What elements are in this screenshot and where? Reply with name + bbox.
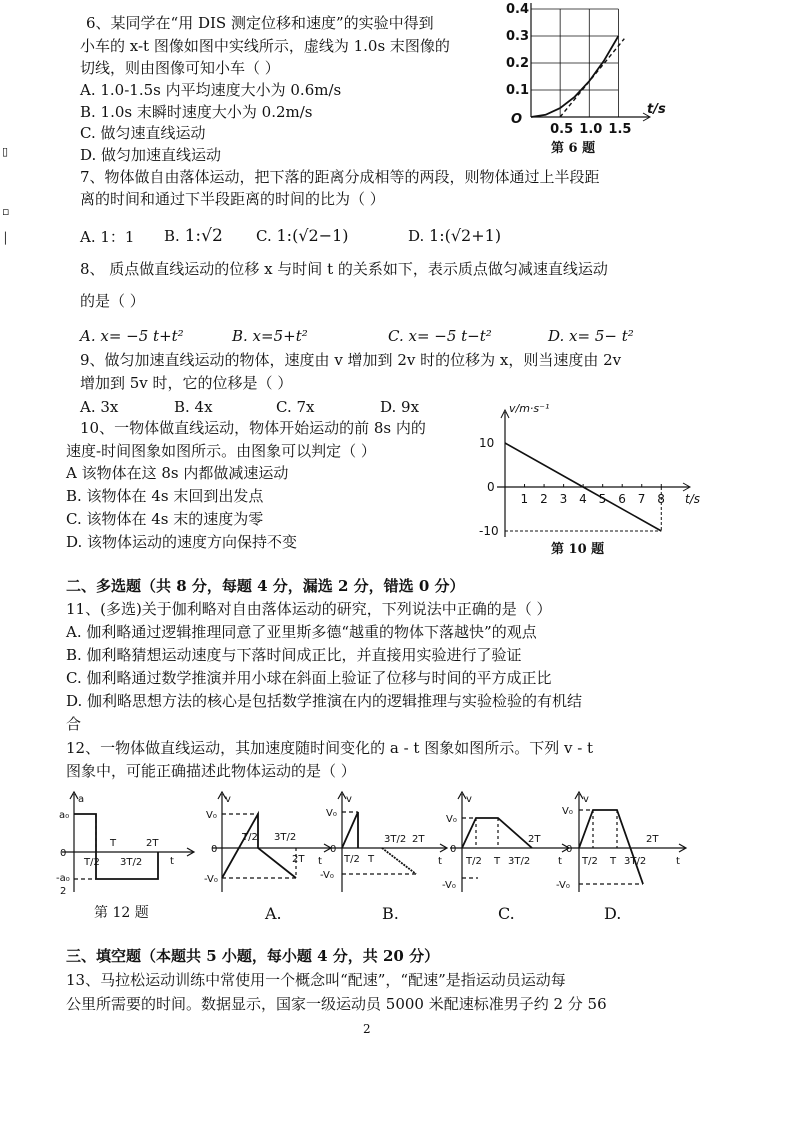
q7-line: 离的时间和通过下半段距离的时间的比为（ ） bbox=[80, 190, 385, 208]
scan-mark: │ bbox=[2, 232, 9, 245]
graph-label: T bbox=[368, 854, 375, 865]
q6-line: 小车的 x-t 图像如图中实线所示，虚线为 1.0s 末图像的 bbox=[80, 37, 450, 55]
series-line-xt bbox=[531, 36, 618, 117]
graph-label: T/2 bbox=[582, 856, 598, 867]
y-tick-label: 0.3 bbox=[506, 29, 530, 44]
figure-12-caption: 第 12 题 bbox=[94, 905, 149, 921]
graph-a bbox=[212, 792, 331, 892]
q10-line: 速度-时间图象如图所示。由图象可以判定（ ） bbox=[66, 442, 376, 460]
graph-label: T bbox=[610, 856, 617, 867]
page-number: 2 bbox=[363, 1022, 371, 1036]
graph-label: t bbox=[676, 856, 680, 867]
q9-option-b: B. 4x bbox=[174, 398, 213, 416]
graph-label: V₀ bbox=[446, 814, 457, 825]
graph-label: v bbox=[466, 794, 472, 805]
figure-12-graphs bbox=[48, 790, 698, 900]
graph-d bbox=[567, 792, 686, 892]
graph-label: 2 bbox=[60, 886, 67, 897]
graph-label: 2T bbox=[292, 854, 305, 865]
q11-option: A. 伽利略通过逻辑推理同意了亚里斯多德“越重的物体下落越快”的观点 bbox=[66, 623, 537, 641]
origin-label: O bbox=[511, 112, 523, 127]
x-tick-label: 8 bbox=[657, 492, 665, 506]
q7-option-text: 1：1 bbox=[100, 228, 135, 246]
graph-label: -V₀ bbox=[204, 874, 218, 885]
q6-option: D. 做匀加速直线运动 bbox=[80, 146, 222, 164]
q12-line: 图象中，可能正确描述此物体运动的是（ ） bbox=[66, 762, 356, 780]
x-tick-label: 0.5 bbox=[550, 122, 574, 137]
figure-10-chart bbox=[465, 400, 705, 545]
q11-option: 合 bbox=[66, 715, 82, 733]
q6-line: 6、某同学在“用 DIS 测定位移和速度”的实验中得到 bbox=[86, 14, 434, 32]
y-tick-label: -10 bbox=[479, 524, 499, 538]
x-tick-label: 1.5 bbox=[608, 122, 632, 137]
q6-line: 切线，则由图像可知小车（ ） bbox=[80, 59, 280, 77]
q10-option: C. 该物体在 4s 末的速度为零 bbox=[66, 510, 264, 528]
graph-label: t bbox=[558, 856, 562, 867]
x-tick-label: 3 bbox=[559, 492, 568, 506]
q9-option-d: D. 9x bbox=[380, 398, 420, 416]
q7-option-c bbox=[256, 226, 349, 245]
y-tick-label: 10 bbox=[479, 436, 495, 450]
series-line-tangent bbox=[560, 39, 624, 117]
graph-label: v bbox=[346, 794, 352, 805]
q13-line: 13、马拉松运动训练中常使用一个概念叫“配速”，“配速”是指运动员运动每 bbox=[66, 971, 566, 989]
graph-label: t bbox=[438, 856, 442, 867]
q9-option-a: A. 3x bbox=[80, 398, 119, 416]
q7-option-label: B. bbox=[164, 227, 180, 245]
q9-option-c: C. 7x bbox=[276, 398, 315, 416]
graph-b-caption: B. bbox=[382, 904, 399, 923]
graph-label: T/2 bbox=[242, 832, 258, 843]
q11-option: D. 伽利略思想方法的核心是包括数学推演在内的逻辑推理与实验检验的有机结 bbox=[66, 692, 583, 710]
q7-option-label: A. bbox=[80, 228, 96, 246]
q10-option: B. 该物体在 4s 末回到出发点 bbox=[66, 487, 264, 505]
q7-line: 7、物体做自由落体运动，把下落的距离分成相等的两段，则物体通过上半段距 bbox=[80, 168, 600, 186]
graph-label: 3T/2 bbox=[508, 856, 531, 867]
q7-option-d bbox=[408, 226, 501, 245]
x-tick-label: 1.0 bbox=[579, 122, 603, 137]
q10-option: A 该物体在这 8s 内都做减速运动 bbox=[66, 464, 289, 482]
graph-label: V₀ bbox=[562, 806, 573, 817]
graph-label: T/2 bbox=[84, 857, 100, 868]
q7-option-b bbox=[164, 226, 223, 246]
graph-c-caption: C. bbox=[498, 904, 515, 923]
graph-label: v bbox=[583, 794, 589, 805]
section-3-heading: 三、填空题（本题共 5 小题，每小题 4 分，共 20 分） bbox=[66, 947, 440, 965]
q11-option: B. 伽利略猜想运动速度与下落时间成正比，并直接用实验进行了验证 bbox=[66, 646, 522, 664]
x-tick-label: 7 bbox=[637, 492, 646, 506]
x-tick-label: 4 bbox=[579, 492, 587, 506]
q8-line: 的是（ ） bbox=[80, 292, 145, 310]
q8-option-c: C. x= −5 t−t² bbox=[388, 327, 492, 345]
graph-label: 0 bbox=[330, 844, 337, 855]
graph-label: 0 bbox=[211, 844, 218, 855]
graph-label: -V₀ bbox=[556, 880, 570, 891]
q10-line: 10、一物体做直线运动，物体开始运动的前 8s 内的 bbox=[80, 419, 426, 437]
y-tick-label: 0.2 bbox=[506, 56, 530, 71]
section-2-heading: 二、多选题（共 8 分，每题 4 分，漏选 2 分，错选 0 分） bbox=[66, 577, 465, 595]
graph-label: a₀ bbox=[59, 810, 70, 821]
graph-label: v bbox=[225, 794, 231, 805]
x-tick-label: 2 bbox=[540, 492, 548, 506]
graph-label: T bbox=[110, 838, 117, 849]
graph-label: -V₀ bbox=[442, 880, 456, 891]
q11-line: 11、(多选)关于伽利略对自由落体运动的研究，下列说法中正确的是（ ） bbox=[66, 600, 552, 618]
q12-line: 12、一物体做直线运动，其加速度随时间变化的 a - t 图象如图所示。下列 v - t bbox=[66, 739, 594, 757]
q6-option: A. 1.0-1.5s 内平均速度大小为 0.6m/s bbox=[80, 81, 342, 99]
graph-label: 2T bbox=[528, 834, 541, 845]
q7-option-text: 1:(√2+1) bbox=[429, 226, 502, 245]
q9-line: 9、做匀加速直线运动的物体，速度由 v 增加到 2v 时的位移为 x，则当速度由 2v bbox=[80, 351, 622, 369]
scan-mark: ▫ bbox=[2, 205, 10, 218]
graph-label: 3T/2 bbox=[274, 832, 297, 843]
figure-6-caption: 第 6 题 bbox=[551, 141, 596, 156]
q9-line: 增加到 5v 时，它的位移是（ ） bbox=[80, 374, 293, 392]
x-axis-label: t/s bbox=[647, 102, 666, 117]
q6-option: C. 做匀速直线运动 bbox=[80, 124, 206, 142]
q8-line: 8、 质点做直线运动的位移 x 与时间 t 的关系如下，表示质点做匀减速直线运动 bbox=[80, 260, 608, 278]
graph-label: V₀ bbox=[206, 810, 217, 821]
q7-option-label: D. bbox=[408, 227, 425, 245]
scan-mark: ▯ bbox=[2, 145, 9, 158]
graph-label: 3T/2 bbox=[624, 856, 647, 867]
graph-label: 0 bbox=[450, 844, 457, 855]
graph-label: T bbox=[494, 856, 501, 867]
q8-option-d: D. x= 5− t² bbox=[548, 327, 634, 345]
q7-option-a bbox=[80, 228, 134, 246]
y-tick-label: 0.4 bbox=[506, 2, 530, 17]
q8-option-a: A. x= −5 t+t² bbox=[80, 327, 184, 345]
graph-label: -a₀ bbox=[56, 873, 70, 884]
q6-option: B. 1.0s 末瞬时速度大小为 0.2m/s bbox=[80, 103, 313, 121]
x-axis-label: t/s bbox=[685, 492, 700, 506]
q8-option-b: B. x=5+t² bbox=[232, 327, 308, 345]
graph-label: 0 bbox=[566, 844, 573, 855]
graph-label: T/2 bbox=[344, 854, 360, 865]
graph-label: V₀ bbox=[326, 808, 337, 819]
y-tick-label: 0 bbox=[487, 480, 495, 494]
figure-10-caption: 第 10 题 bbox=[551, 542, 605, 557]
graph-label: t bbox=[170, 856, 174, 867]
graph-label: 3T/2 bbox=[384, 834, 407, 845]
graph-label: a bbox=[78, 794, 85, 805]
q11-option: C. 伽利略通过数学推演并用小球在斜面上验证了位移与时间的平方成正比 bbox=[66, 669, 552, 687]
y-tick-label: 0.1 bbox=[506, 83, 530, 98]
x-tick-label: 6 bbox=[618, 492, 626, 506]
q7-option-text: 1:√2 bbox=[184, 226, 223, 246]
q10-option: D. 该物体运动的速度方向保持不变 bbox=[66, 533, 298, 551]
graph-label: 3T/2 bbox=[120, 857, 143, 868]
x-tick-label: 5 bbox=[598, 492, 607, 506]
graph-a-caption: A. bbox=[265, 904, 282, 923]
q7-option-label: C. bbox=[256, 227, 272, 245]
y-axis-label: v/m·s⁻¹ bbox=[509, 402, 550, 415]
graph-label: T/2 bbox=[466, 856, 482, 867]
graph-label: 2T bbox=[646, 834, 659, 845]
graph-label: -V₀ bbox=[320, 870, 334, 881]
q13-line: 公里所需要的时间。数据显示，国家一级运动员 5000 米配速标准男子约 2 分 56 bbox=[66, 995, 607, 1013]
graph-c bbox=[450, 792, 569, 892]
graph-label: 2T bbox=[412, 834, 425, 845]
q7-option-text: 1:(√2−1) bbox=[276, 226, 349, 245]
graph-label: 0 bbox=[60, 848, 67, 859]
figure-6-chart bbox=[495, 0, 685, 160]
x-tick-label: 1 bbox=[520, 492, 529, 506]
at-graph bbox=[62, 792, 194, 892]
graph-d-caption: D. bbox=[604, 904, 622, 923]
graph-label: t bbox=[318, 856, 322, 867]
graph-label: 2T bbox=[146, 838, 159, 849]
